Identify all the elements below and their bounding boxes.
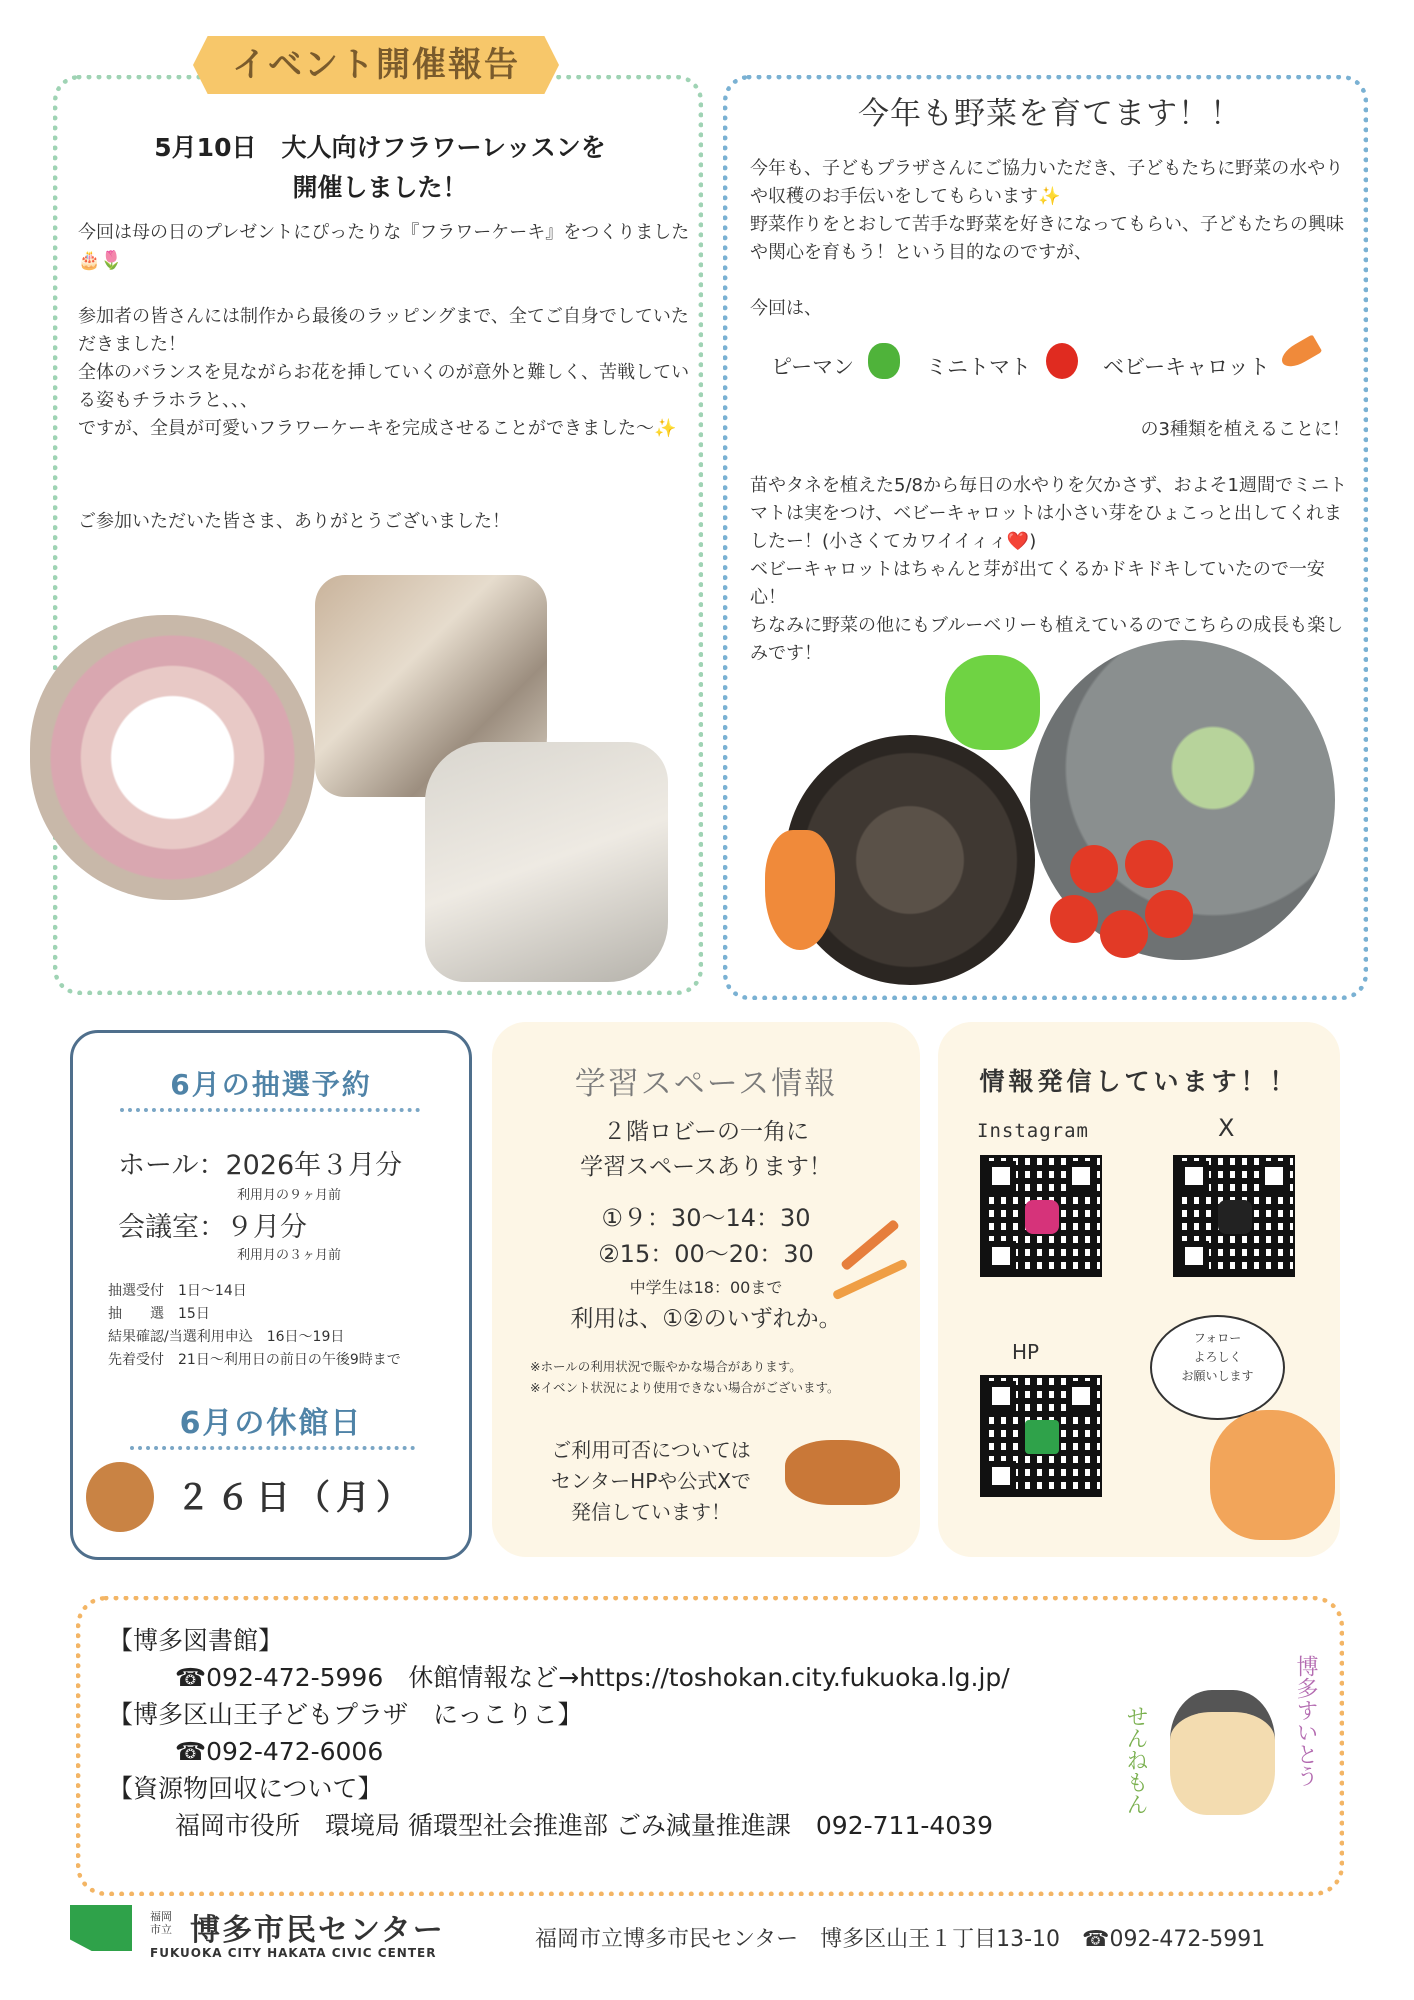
study-notes: [530, 1356, 839, 1398]
study-heading: 学習スペース情報: [574, 1066, 838, 1102]
lesson-title: [80, 128, 680, 208]
contact-recycle-head: 【資源物回収について】: [108, 1774, 383, 1803]
veg-tomato-label: ミニトマト: [926, 355, 1031, 379]
study-note-2: ※イベント状況により使用できない場合がございます。: [530, 1380, 840, 1395]
instagram-qr-code[interactable]: [980, 1155, 1102, 1277]
qr-finder: [986, 1161, 1016, 1191]
civic-center-logo-icon: [70, 1905, 132, 1951]
closed-day-heading: 6月の休館日: [179, 1406, 363, 1441]
qr-finder: [986, 1381, 1016, 1411]
footer-logo-small: 福岡 市立: [150, 1910, 172, 1936]
vegetable-paragraph-1: 今年も、子どもプラザさんにご協力いただき、子どもたちに野菜の水やりや収穫のお手伝いをしてもらいます✨ 野菜作りをとおして苦手な野菜を好きになってもらい、子どもたちの興味や関心を育もう！という目的なのですが、: [750, 158, 1344, 263]
footer-address: 福岡市立博多市民センター 博多区山王１丁目13-10 ☎092-472-5991: [535, 1927, 1266, 1952]
qr-finder: [1066, 1381, 1096, 1411]
tomato-fruit: [1125, 840, 1173, 888]
contact-library-head: 【博多図書館】: [108, 1626, 284, 1655]
event-report-banner-text: イベント開催報告: [232, 45, 520, 85]
shiba-dog-illustration: [1210, 1410, 1335, 1540]
pepper-character-illustration: [945, 655, 1040, 750]
lesson-paragraph-1: 今回は母の日のプレゼントにぴったりな『フラワーケーキ』をつくりました🎂🌷: [78, 222, 690, 271]
closed-day-date: ２６日（月）: [176, 1478, 416, 1518]
sns-heading: 情報発信しています！！: [979, 1067, 1299, 1096]
pepper-icon: [868, 343, 900, 379]
hakata-mascot-illustration: [1170, 1690, 1275, 1815]
tomato-fruit: [1050, 895, 1098, 943]
study-bottom-line1: ご利用可否については: [551, 1438, 751, 1462]
tomato-fruit: [1070, 845, 1118, 893]
study-junior-note: 中学生は18：00まで: [629, 1278, 783, 1297]
carrot-character-illustration: [765, 830, 835, 950]
lottery-hall-note: 利用月の９ヶ月前: [237, 1188, 342, 1203]
hp-qr-code[interactable]: [980, 1375, 1102, 1497]
qr-finder: [1259, 1161, 1289, 1191]
lottery-room: 会議室：９月分: [118, 1212, 307, 1243]
flower-cake-photo: [30, 615, 315, 900]
hp-label: HP: [1012, 1340, 1040, 1364]
qr-finder: [1179, 1161, 1209, 1191]
tomato-plant-photo: [1030, 640, 1335, 960]
study-intro-line1: ２階ロビーの一角に: [602, 1119, 810, 1145]
vegetable-title: 今年も野菜を育てます！！: [858, 96, 1242, 132]
tomato-icon: [1046, 343, 1078, 379]
instagram-label: Instagram: [977, 1120, 1089, 1142]
veg-pepper-label: ピーマン: [771, 355, 855, 379]
cavalier-dog-illustration: [785, 1440, 900, 1505]
qr-finder: [986, 1241, 1016, 1271]
lottery-schedule: 抽選受付 1日〜14日 抽 選 15日 結果確認/当選利用申込 16日〜19日 先着受付 21日〜利用日の前日の午後9時まで: [108, 1283, 401, 1368]
mascot-text-right: 博多すいとう: [1293, 1655, 1318, 1787]
tomato-fruit: [1145, 890, 1193, 938]
mascot-text-left: せんねもん: [1123, 1705, 1148, 1815]
study-bottom-text: [520, 1435, 782, 1528]
contact-plaza-head: 【博多区山王子どもプラザ にっこりこ】: [108, 1700, 583, 1729]
study-bottom-line2: センターHPや公式Xで: [550, 1469, 751, 1493]
study-usage: 利用は、①②のいずれか。: [570, 1306, 842, 1332]
study-time-1: ①９：30〜14：30: [601, 1204, 811, 1232]
study-note-1: ※ホールの利用状況で賑やかな場合があります。: [530, 1359, 802, 1374]
lottery-divider: [120, 1108, 420, 1112]
vegetable-paragraph-2: 今回は、: [750, 298, 822, 319]
study-intro: [492, 1115, 920, 1185]
study-time-2: ②15：00〜20：30: [598, 1240, 814, 1268]
lesson-title-line1: 5月10日 大人向けフラワーレッスンを: [154, 133, 606, 162]
contact-plaza-phone: ☎092-472-6006: [175, 1737, 384, 1766]
lottery-heading: 6月の抽選予約: [170, 1068, 372, 1101]
closed-day-divider: [130, 1446, 415, 1450]
taking-photo-photo: [425, 742, 668, 982]
tomato-fruit: [1100, 910, 1148, 958]
x-qr-code[interactable]: [1173, 1155, 1295, 1277]
qr-finder: [986, 1461, 1016, 1491]
poodle-illustration: [86, 1462, 154, 1532]
civic-center-logo-icon: [1025, 1420, 1059, 1454]
instagram-icon: [1025, 1200, 1059, 1234]
follow-speech-bubble: フォロー よろしく お願いします: [1150, 1315, 1285, 1420]
x-logo-icon: [1218, 1200, 1252, 1234]
study-intro-line2: 学習スペースあります！: [580, 1154, 832, 1180]
lesson-title-line2: 開催しました！: [292, 173, 468, 202]
contact-recycle-line: 福岡市役所 環境局 循環型社会推進部 ごみ減量推進課 092-711-4039: [175, 1811, 993, 1840]
lottery-room-note: 利用月の３ヶ月前: [237, 1248, 342, 1263]
veg-carrot-label: ベビーキャロット: [1103, 355, 1270, 379]
vegetable-paragraph-3: の3種類を植えることに！: [1140, 419, 1350, 440]
contact-library-line[interactable]: ☎092-472-5996 休館情報など→https://toshokan.city.fukuoka.lg.jp/: [175, 1663, 1010, 1692]
qr-finder: [1066, 1161, 1096, 1191]
footer-center-name: 博多市民センター: [190, 1913, 445, 1948]
vegetable-paragraph-4: 苗やタネを植えた5/8から毎日の水やりを欠かさず、およそ1週間でミニトマトは実をつけ、ベビーキャロットは小さい芽をひょこっと出してくれましたー！(小さくてカワイイィィ❤️) ベビーキャロットはちゃんと芽が出てくるかドキドキしていたので一安心！ ちなみに野菜の他にもブルーベリーも植えているのでこちらの成長も楽しみです！: [750, 475, 1347, 664]
study-bottom-line3: 発信しています！: [571, 1500, 731, 1524]
x-label: X: [1218, 1114, 1235, 1142]
footer-center-name-en: FUKUOKA CITY HAKATA CIVIC CENTER: [150, 1946, 437, 1960]
lesson-paragraph-3: ご参加いただいた皆さま、ありがとうございました！: [78, 511, 510, 532]
qr-finder: [1179, 1241, 1209, 1271]
vegetable-list: [768, 343, 1348, 393]
lesson-paragraph-2: 参加者の皆さんには制作から最後のラッピングまで、全てご自身でしていただきました！ 全体のバランスを見ながらお花を挿していくのが意外と難しく、苦戦している姿もチラホラと、、、 ですが、全員が可愛いフラワーケーキを完成させることができました〜✨: [78, 306, 690, 439]
lottery-hall: ホール：2026年３月分: [118, 1150, 403, 1181]
